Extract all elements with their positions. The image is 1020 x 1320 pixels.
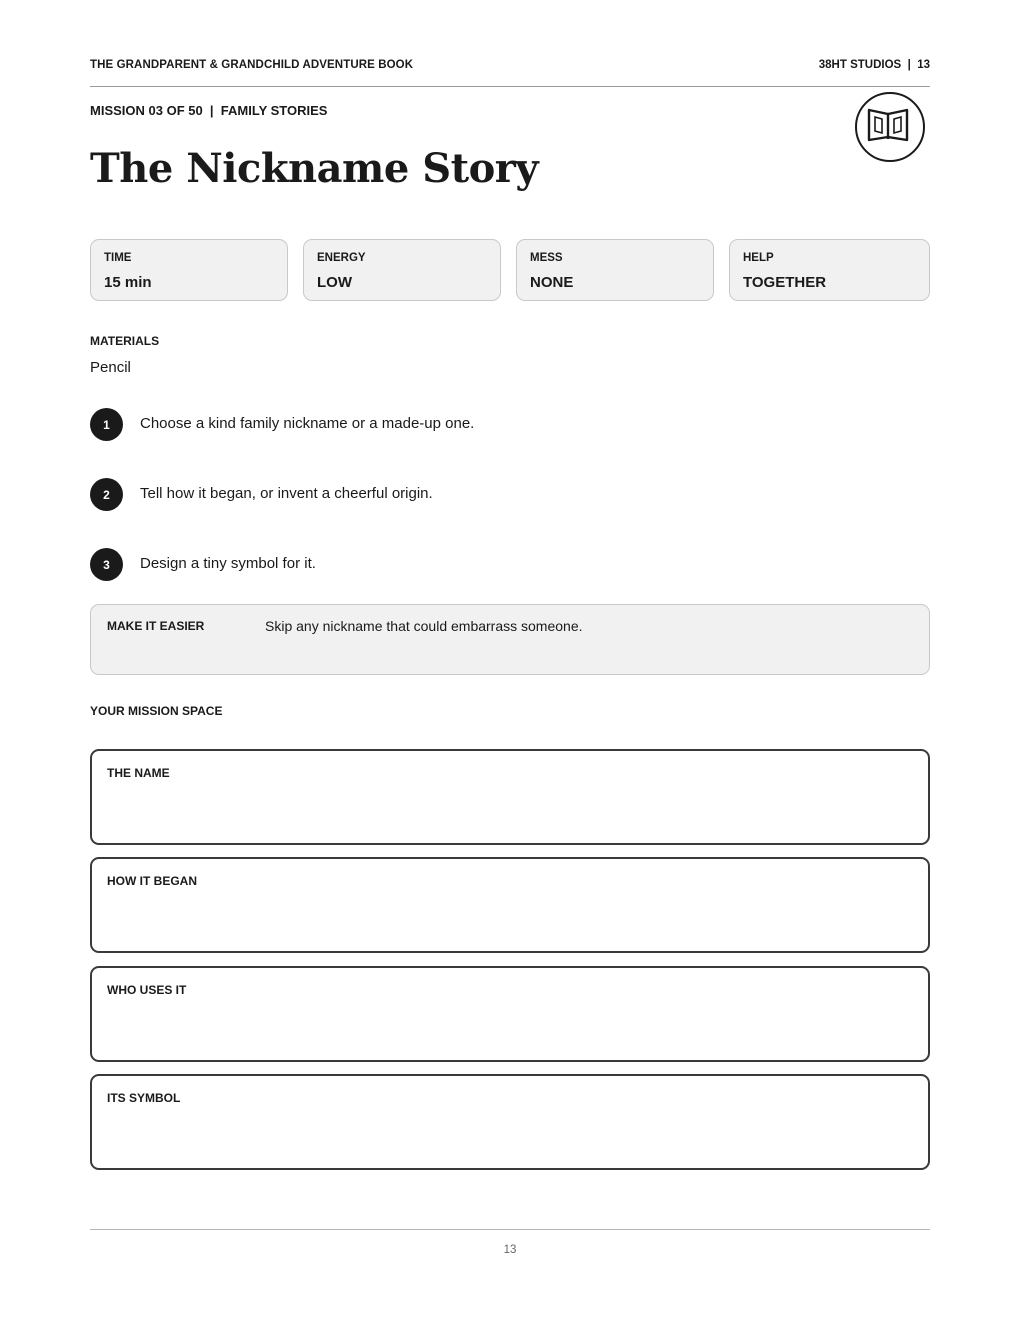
step-text: Choose a kind family nickname or a made-up one. <box>140 415 475 432</box>
mission-category-line: MISSION 03 OF 50 | FAMILY STORIES <box>90 103 328 118</box>
field-label: ITS SYMBOL <box>107 1091 181 1105</box>
make-it-easier-text: Skip any nickname that could embarrass someone. <box>265 618 583 634</box>
make-it-easier-box <box>90 604 930 675</box>
open-book-icon <box>855 92 925 162</box>
stat-value: 15 min <box>104 274 152 291</box>
page-title: The Nickname Story <box>90 145 539 192</box>
stat-label: ENERGY <box>317 252 366 264</box>
mission-space-heading: YOUR MISSION SPACE <box>90 704 223 718</box>
stat-card-help <box>729 239 930 301</box>
footer-divider <box>90 1229 930 1230</box>
stat-label: TIME <box>104 252 132 264</box>
step-number-badge: 1 <box>90 408 123 441</box>
studio-page-label: 38HT STUDIOS | 13 <box>818 59 930 71</box>
make-it-easier-label: MAKE IT EASIER <box>107 619 205 633</box>
materials-value: Pencil <box>90 359 131 376</box>
field-label: THE NAME <box>107 766 170 780</box>
field-how-it-began[interactable] <box>90 857 930 953</box>
step-number-badge: 3 <box>90 548 123 581</box>
stat-card-time <box>90 239 288 301</box>
step-text: Tell how it began, or invent a cheerful origin. <box>140 485 433 502</box>
field-the-name[interactable] <box>90 749 930 845</box>
step-text: Design a tiny symbol for it. <box>140 555 316 572</box>
field-label: HOW IT BEGAN <box>107 874 197 888</box>
stat-label: HELP <box>743 252 774 264</box>
step-number-badge: 2 <box>90 478 123 511</box>
stat-card-energy <box>303 239 501 301</box>
header-divider <box>90 86 930 87</box>
field-who-uses-it[interactable] <box>90 966 930 1062</box>
stat-value: LOW <box>317 274 352 291</box>
field-its-symbol[interactable] <box>90 1074 930 1170</box>
stat-card-mess <box>516 239 714 301</box>
materials-label: MATERIALS <box>90 334 160 348</box>
field-label: WHO USES IT <box>107 983 187 997</box>
stat-value: NONE <box>530 274 574 291</box>
stat-label: MESS <box>530 252 563 264</box>
book-title: THE GRANDPARENT & GRANDCHILD ADVENTURE BOOK <box>90 59 414 71</box>
stat-value: TOGETHER <box>743 274 827 291</box>
page-number: 13 <box>503 1244 517 1256</box>
